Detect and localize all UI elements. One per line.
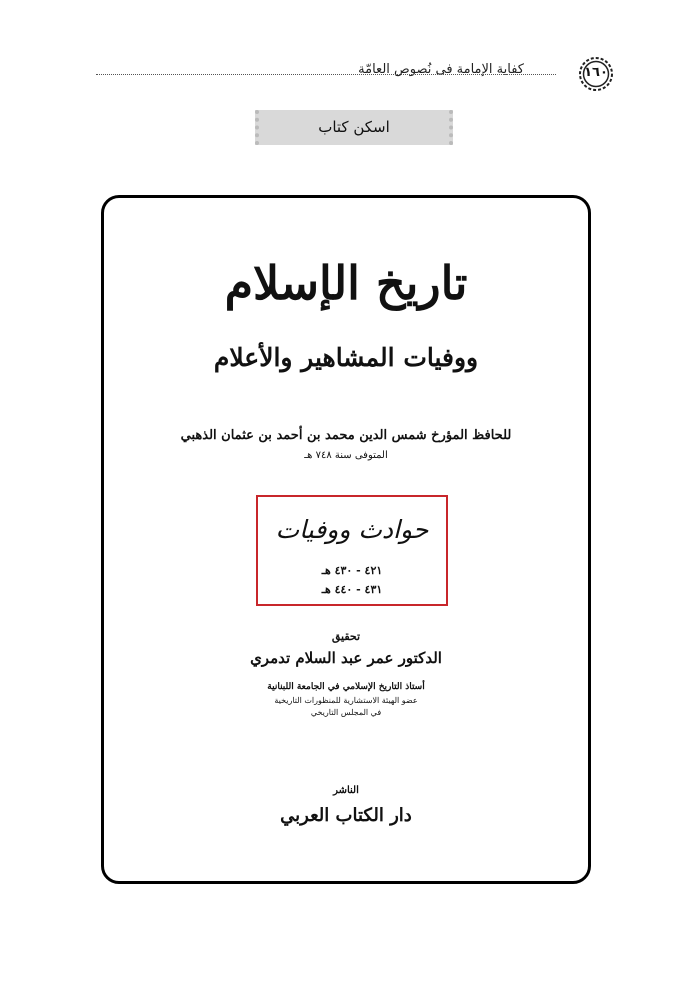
year-range-2: ٤٣١ - ٤٤٠ هـ [321, 583, 383, 596]
year-range-1: ٤٢١ - ٤٣٠ هـ [321, 564, 383, 577]
scanned-title-page [101, 195, 591, 884]
editor-credential-3: في المجلس التاريخي [310, 708, 382, 717]
volume-title: حوادث ووفيات [275, 515, 429, 544]
tahqiq-label: تحقيق [331, 630, 361, 643]
editor-credential-1: أستاذ التاريخ الإسلامي في الجامعة اللبنانية [267, 682, 425, 692]
death-date: المتوفى سنة ٧٤٨ هـ [304, 450, 388, 461]
running-title: كفاية الإمامة فى نُصوص العامّة [358, 62, 524, 77]
book-subtitle: ووفيات المشاهير والأعلام [213, 343, 479, 372]
publisher-name: دار الكتاب العربي [280, 805, 412, 826]
page-header [96, 54, 616, 94]
page-number: ١٦٠ [584, 65, 608, 80]
editor-credential-2: عضو الهيئة الاستشارية للمنظورات التاريخية [274, 696, 418, 705]
book-title: تاريخ الإسلام [224, 256, 468, 310]
editor-name: الدكتور عمر عبد السلام تدمري [250, 649, 442, 667]
author-line: للحافظ المؤرخ شمس الدين محمد بن أحمد بن عثمان الذهبي [180, 428, 512, 443]
header-rule [96, 74, 556, 75]
publisher-label: الناشر [333, 785, 359, 796]
caption-banner: اسكن كتاب [255, 110, 453, 145]
page-number-badge [576, 54, 616, 94]
volume-box [256, 495, 448, 606]
